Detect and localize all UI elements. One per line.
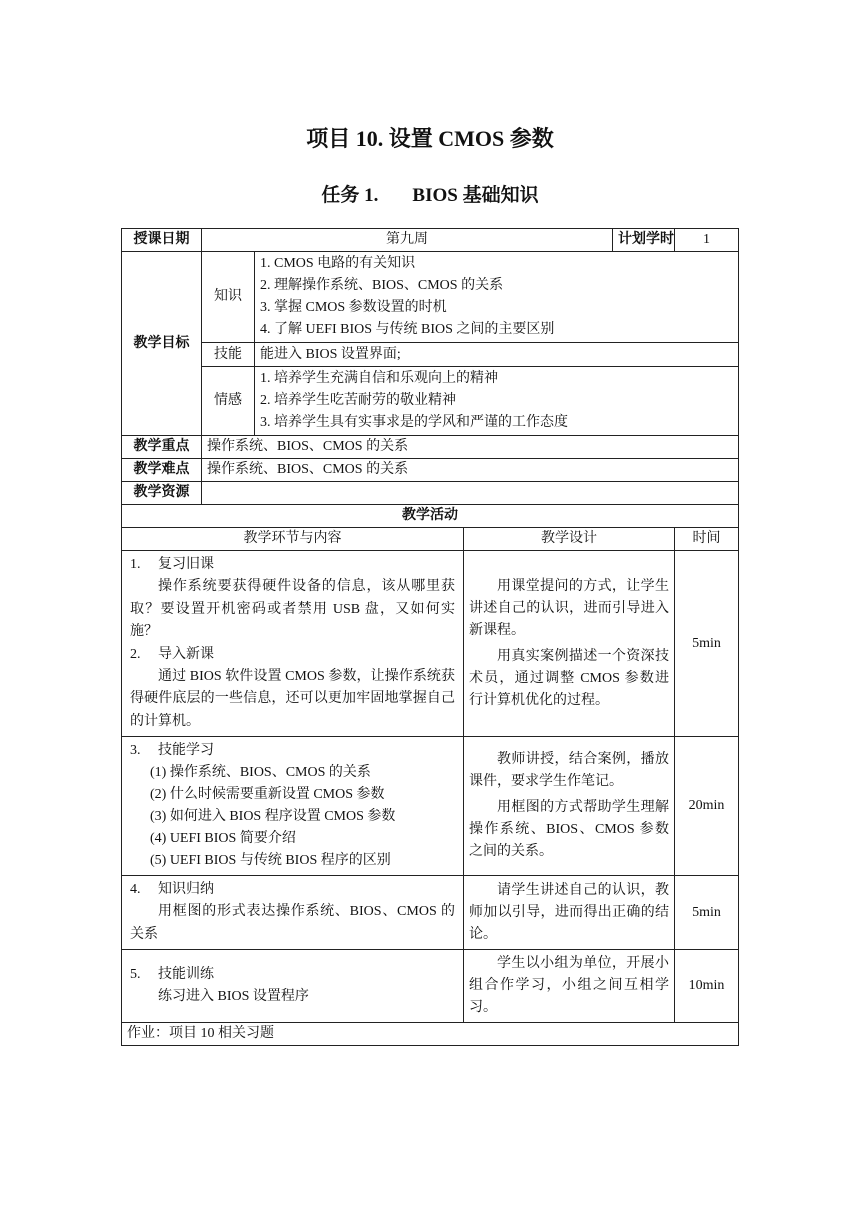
resources-label: 教学资源 xyxy=(122,482,202,505)
activity-row xyxy=(122,737,739,876)
knowledge-item: 3. 掌握 CMOS 参数设置的时机 xyxy=(260,300,447,315)
task-number: 任务 1. xyxy=(321,185,379,206)
objective-emotion-row xyxy=(122,367,739,436)
col-time-header: 时间 xyxy=(675,528,739,551)
activity-content xyxy=(122,950,464,1023)
lesson-plan-table xyxy=(121,228,739,1046)
date-value: 第九周 xyxy=(202,229,613,252)
skill-label: 技能 xyxy=(202,343,255,367)
emotion-item: 3. 培养学生具有实事求是的学风和严谨的工作态度 xyxy=(260,415,568,430)
knowledge-label: 知识 xyxy=(202,252,255,343)
activity-step xyxy=(130,879,455,901)
activity-step xyxy=(130,964,455,986)
activity-row xyxy=(122,876,739,950)
objective-knowledge-row xyxy=(122,252,739,343)
homework: 作业：项目 10 相关习题 xyxy=(122,1023,739,1046)
skill-value: 能进入 BIOS 设置界面; xyxy=(255,343,739,367)
activity-subitem: (1) 操作系统、BIOS、CMOS 的关系 xyxy=(150,765,371,780)
activities-header-row xyxy=(122,505,739,528)
difficulties-label: 教学难点 xyxy=(122,459,202,482)
hours-value: 1 xyxy=(675,229,739,252)
design-paragraph: 用真实案例描述一个资深技术员，通过调整 CMOS 参数进行计算机优化的过程。 xyxy=(469,648,670,708)
activity-content xyxy=(122,551,464,737)
activity-time: 20min xyxy=(675,737,739,876)
hours-label: 计划学时 xyxy=(613,229,675,252)
design-paragraph: 教师讲授，结合案例，播放课件，要求学生作笔记。 xyxy=(469,752,670,789)
activity-subitem: (5) UEFI BIOS 与传统 BIOS 程序的区别 xyxy=(150,853,391,868)
task-title xyxy=(0,180,860,207)
step-number: 2. xyxy=(130,646,141,662)
activity-time: 10min xyxy=(675,950,739,1023)
activity-design xyxy=(464,876,675,950)
header-row xyxy=(122,229,739,252)
activity-step xyxy=(130,554,455,576)
activity-row xyxy=(122,950,739,1023)
activity-content xyxy=(122,737,464,876)
activity-content xyxy=(122,876,464,950)
step-number: 5. xyxy=(130,966,141,982)
step-title: 技能训练 xyxy=(158,966,214,982)
step-title: 知识归纳 xyxy=(158,882,214,897)
activity-design xyxy=(464,737,675,876)
step-title: 复习旧课 xyxy=(158,557,214,572)
emotion-item: 1. 培养学生充满自信和乐观向上的精神 xyxy=(260,371,498,386)
activity-paragraph: 操作系统要获得硬件设备的信息，该从哪里获取？要设置开机密码或者禁用 USB 盘，又如何实施？ xyxy=(130,579,455,639)
key-points-row xyxy=(122,436,739,459)
objective-skill-row xyxy=(122,343,739,367)
activity-time: 5min xyxy=(675,876,739,950)
difficulties-value: 操作系统、BIOS、CMOS 的关系 xyxy=(202,459,739,482)
task-name: BIOS 基础知识 xyxy=(412,185,539,206)
difficulties-row xyxy=(122,459,739,482)
activity-design xyxy=(464,551,675,737)
step-number: 4. xyxy=(130,882,141,897)
activity-paragraph: 练习进入 BIOS 设置程序 xyxy=(158,988,309,1004)
step-number: 1. xyxy=(130,557,141,572)
activity-design xyxy=(464,950,675,1023)
col-content-header: 教学环节与内容 xyxy=(122,528,464,551)
knowledge-item: 1. CMOS 电路的有关知识 xyxy=(260,256,416,271)
knowledge-list xyxy=(255,252,739,343)
objectives-label: 教学目标 xyxy=(122,252,202,436)
activity-paragraph: 用框图的形式表达操作系统、BIOS、CMOS 的关系 xyxy=(130,904,455,942)
date-label: 授课日期 xyxy=(122,229,202,252)
activity-row xyxy=(122,551,739,737)
design-paragraph: 用框图的方式帮助学生理解操作系统、BIOS、CMOS 参数之间的关系。 xyxy=(469,800,670,859)
step-title: 技能学习 xyxy=(158,743,214,758)
activity-paragraph: 通过 BIOS 软件设置 CMOS 参数，让操作系统获得硬件底层的一些信息，还可以更加牢固地掌握自己的计算机。 xyxy=(130,668,455,729)
activity-subitem: (2) 什么时候需要重新设置 CMOS 参数 xyxy=(150,787,385,802)
step-number: 3. xyxy=(130,743,141,758)
activity-time: 5min xyxy=(675,551,739,737)
activity-step xyxy=(130,644,455,666)
page-title: 项目 10. 设置 CMOS 参数 xyxy=(306,126,554,151)
knowledge-item: 4. 了解 UEFI BIOS 与传统 BIOS 之间的主要区别 xyxy=(260,322,555,337)
step-title: 导入新课 xyxy=(158,646,214,662)
emotion-label: 情感 xyxy=(202,367,255,436)
key-points-value: 操作系统、BIOS、CMOS 的关系 xyxy=(202,436,739,459)
design-paragraph: 用课堂提问的方式，让学生讲述自己的认识，进而引导进入新课程。 xyxy=(469,578,670,638)
resources-row xyxy=(122,482,739,505)
activities-label: 教学活动 xyxy=(122,505,739,528)
activity-subitem: (4) UEFI BIOS 简要介绍 xyxy=(150,831,296,846)
key-points-label: 教学重点 xyxy=(122,436,202,459)
homework-row xyxy=(122,1023,739,1046)
activity-subitem: (3) 如何进入 BIOS 程序设置 CMOS 参数 xyxy=(150,809,396,824)
emotion-item: 2. 培养学生吃苦耐劳的敬业精神 xyxy=(260,393,456,408)
knowledge-item: 2. 理解操作系统、BIOS、CMOS 的关系 xyxy=(260,278,504,293)
design-paragraph: 请学生讲述自己的认识，教师加以引导，进而得出正确的结论。 xyxy=(469,882,670,942)
emotion-list xyxy=(255,367,739,436)
activity-step xyxy=(130,740,455,762)
resources-value xyxy=(202,482,739,505)
col-design-header: 教学设计 xyxy=(464,528,675,551)
activities-columns-row xyxy=(122,528,739,551)
design-paragraph: 学生以小组为单位，开展小组合作学习，小组之间互相学习。 xyxy=(469,956,670,1015)
